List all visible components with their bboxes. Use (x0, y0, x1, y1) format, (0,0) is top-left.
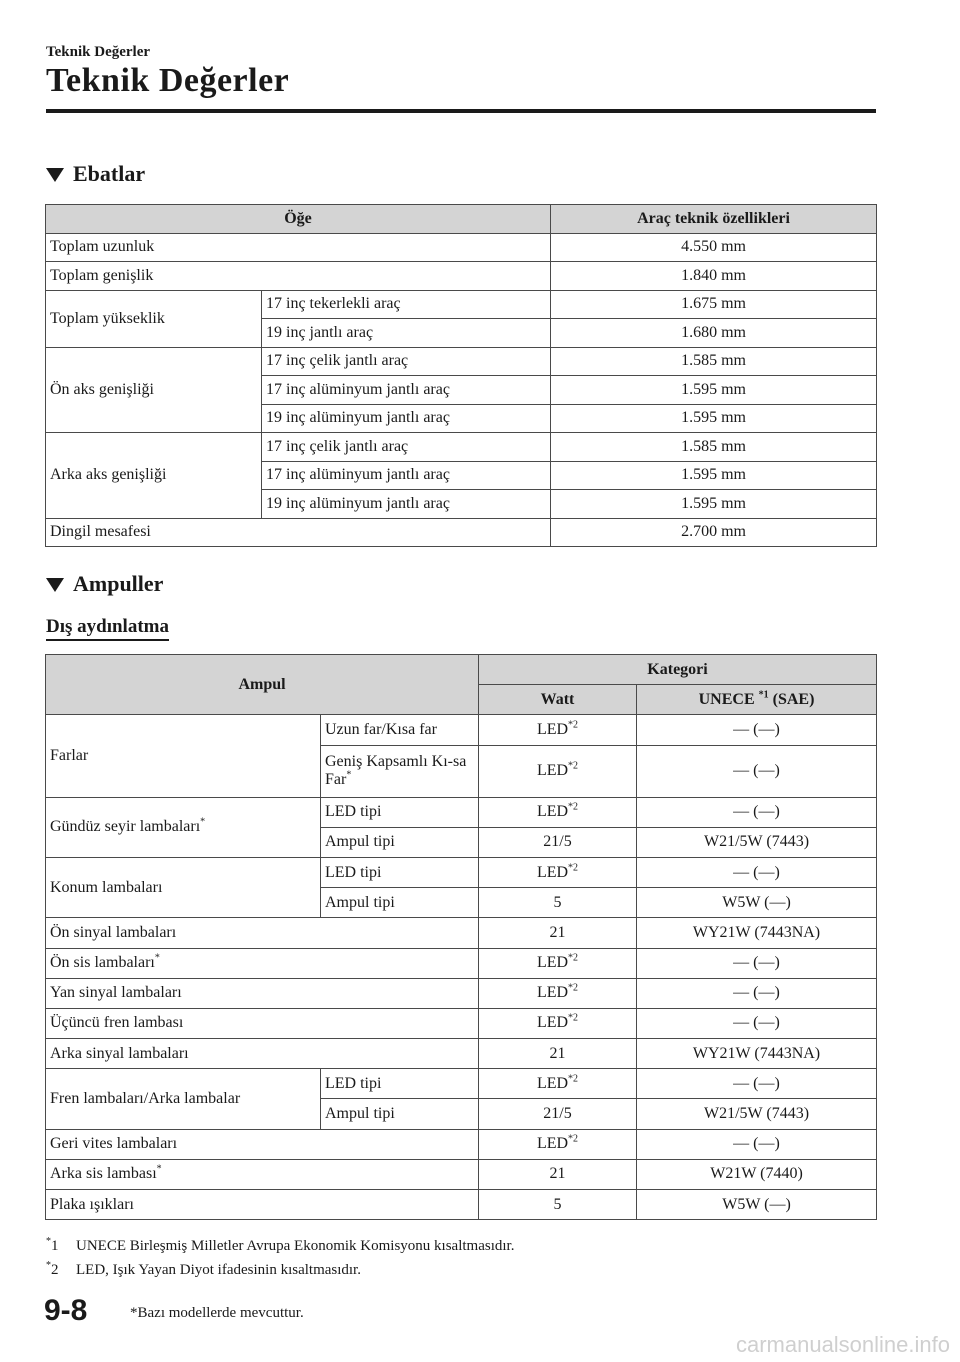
footnote-text: LED, Işık Yayan Diyot ifadesinin kısaltmasıdır. (76, 1262, 361, 1278)
table-header-row (46, 655, 877, 685)
watt-cell: 21/5 (479, 827, 637, 857)
row-value: 1.840 mm (551, 262, 877, 291)
watt-value: LED (536, 863, 569, 881)
row-sublabel: 19 inç jantlı araç (262, 319, 551, 348)
watt-value: LED (536, 762, 569, 780)
category-cell: — (—) (637, 715, 877, 745)
row-label: Plaka ışıkları (46, 1190, 479, 1220)
subheading-exterior-lighting: Dış aydınlatma (46, 616, 169, 641)
row-value: 4.550 mm (551, 233, 877, 262)
dimensions-table (45, 204, 877, 547)
category-cell: W21/5W (7443) (637, 827, 877, 857)
section-heading-ampuller (46, 571, 163, 597)
page-number: 9-8 (44, 1294, 88, 1327)
table-row (46, 1190, 877, 1220)
table-row (46, 1008, 877, 1038)
watt-value: LED (536, 984, 569, 1002)
category-cell: — (—) (637, 745, 877, 797)
watt-cell: 21 (479, 1039, 637, 1069)
row-label: Farlar (46, 715, 321, 797)
section-heading-text: Ampuller (73, 571, 164, 596)
row-value: 1.595 mm (551, 404, 877, 433)
running-head: Teknik Değerler (46, 44, 151, 60)
row-sublabel: LED tipi (321, 857, 479, 887)
sublabel-text: Geniş Kapsamlı Kı-sa Far (325, 753, 467, 789)
watt-cell (479, 1129, 637, 1159)
category-cell: — (—) (637, 1008, 877, 1038)
sae-text: (SAE) (772, 690, 815, 708)
row-label: Geri vites lambaları (46, 1129, 479, 1159)
footnote-ref: *2 (568, 801, 579, 813)
row-value: 1.595 mm (551, 376, 877, 405)
watt-cell (479, 797, 637, 827)
footnote-text: UNECE Birleşmiş Milletler Avrupa Ekonomik Komisyonu kısaltmasıdır. (76, 1238, 515, 1254)
category-cell: W21/5W (7443) (637, 1099, 877, 1129)
column-header-bulb: Ampul (46, 655, 479, 715)
watt-cell (479, 1008, 637, 1038)
availability-mark: * (156, 1164, 162, 1176)
row-sublabel: Uzun far/Kısa far (321, 715, 479, 745)
watt-value: LED (536, 720, 569, 738)
row-label: Arka sinyal lambaları (46, 1039, 479, 1069)
table-row (46, 1039, 877, 1069)
row-label: Ön sinyal lambaları (46, 918, 479, 948)
watt-cell (479, 1069, 637, 1099)
category-cell: WY21W (7443NA) (637, 1039, 877, 1069)
row-sublabel: 17 inç alüminyum jantlı araç (262, 461, 551, 490)
row-value: 1.595 mm (551, 490, 877, 519)
row-sublabel: 19 inç alüminyum jantlı araç (262, 490, 551, 519)
table-row (46, 978, 877, 1008)
section-heading-text: Ebatlar (73, 161, 146, 186)
table-row (46, 948, 877, 978)
watt-cell (479, 857, 637, 887)
footnote-number: 2 (51, 1262, 59, 1278)
row-value: 1.585 mm (551, 347, 877, 376)
label-text: Gündüz seyir lambaları (50, 818, 201, 836)
footnote-ref: *2 (568, 719, 579, 731)
page-title: Teknik Değerler (46, 62, 290, 99)
table-row (46, 715, 877, 745)
table-row (46, 857, 877, 887)
row-sublabel: Ampul tipi (321, 827, 479, 857)
table-row (46, 347, 877, 376)
row-label: Fren lambaları/Arka lambalar (46, 1069, 321, 1129)
row-sublabel (321, 745, 479, 797)
footnote-star: * (46, 1260, 51, 1271)
bulbs-table (45, 654, 877, 1220)
watt-cell: 5 (479, 1190, 637, 1220)
row-sublabel: Ampul tipi (321, 1099, 479, 1129)
watt-value: LED (536, 1074, 569, 1092)
footnote-ref: *2 (568, 1013, 579, 1025)
unece-text: UNECE (698, 690, 755, 708)
category-cell: — (—) (637, 857, 877, 887)
availability-mark: * (200, 816, 206, 828)
row-sublabel: 17 inç tekerlekli araç (262, 290, 551, 319)
table-row (46, 262, 877, 291)
category-cell: — (—) (637, 797, 877, 827)
watt-cell (479, 715, 637, 745)
table-row (46, 1069, 877, 1099)
table-header-row (46, 205, 877, 234)
watt-cell: 21 (479, 1159, 637, 1189)
column-header-unece (637, 685, 877, 715)
section-heading-ebatlar (46, 161, 145, 187)
table-row (46, 290, 877, 319)
watermark-text: carmanualsonline.info (735, 1332, 950, 1357)
row-value: 1.595 mm (551, 461, 877, 490)
table-row (46, 233, 877, 262)
row-label (46, 1159, 479, 1189)
footnote-mark (46, 1262, 76, 1279)
category-cell: — (—) (637, 948, 877, 978)
label-text: Arka sis lambası (50, 1165, 157, 1183)
row-label: Arka aks genişliği (46, 433, 262, 519)
footnote-ref: *2 (568, 862, 579, 874)
watt-cell: 21/5 (479, 1099, 637, 1129)
watt-cell: 5 (479, 888, 637, 918)
triangle-bullet-icon (46, 168, 64, 182)
availability-mark: * (154, 952, 160, 964)
row-value: 1.680 mm (551, 319, 877, 348)
watt-value: LED (536, 1135, 569, 1153)
row-sublabel: 17 inç çelik jantlı araç (262, 433, 551, 462)
watt-value: LED (536, 954, 569, 972)
row-label: Yan sinyal lambaları (46, 978, 479, 1008)
footnote-ref: *2 (568, 952, 579, 964)
footnote-number: 1 (51, 1238, 59, 1254)
footnote-ref: *2 (568, 760, 579, 772)
row-label: Toplam yükseklik (46, 290, 262, 347)
table-row (46, 1159, 877, 1189)
table-row (46, 1129, 877, 1159)
title-rule (46, 109, 876, 113)
category-cell: W21W (7440) (637, 1159, 877, 1189)
category-cell: — (—) (637, 978, 877, 1008)
table-row (46, 433, 877, 462)
row-sublabel: LED tipi (321, 1069, 479, 1099)
category-cell: WY21W (7443NA) (637, 918, 877, 948)
availability-mark: * (346, 769, 352, 781)
footnote-ref: *2 (568, 1073, 579, 1085)
footnote-2 (46, 1262, 361, 1279)
watt-cell (479, 978, 637, 1008)
row-value: 1.675 mm (551, 290, 877, 319)
column-header-category: Kategori (479, 655, 877, 685)
triangle-bullet-icon (46, 578, 64, 592)
category-cell: — (—) (637, 1069, 877, 1099)
column-header-watt: Watt (479, 685, 637, 715)
category-cell: — (—) (637, 1129, 877, 1159)
footnote-1 (46, 1238, 514, 1255)
footnote-mark (46, 1238, 76, 1255)
availability-note: *Bazı modellerde mevcuttur. (130, 1305, 304, 1321)
table-row (46, 797, 877, 827)
label-text: Ön sis lambaları (50, 954, 155, 972)
watt-cell: 21 (479, 918, 637, 948)
footnote-ref: *2 (568, 1133, 579, 1145)
row-label: Toplam genişlik (46, 262, 551, 291)
table-row (46, 518, 877, 547)
table-row (46, 918, 877, 948)
watt-cell (479, 948, 637, 978)
category-cell: W5W (—) (637, 1190, 877, 1220)
row-label: Toplam uzunluk (46, 233, 551, 262)
category-cell: W5W (—) (637, 888, 877, 918)
row-sublabel: 19 inç alüminyum jantlı araç (262, 404, 551, 433)
watt-value: LED (536, 1014, 569, 1032)
row-value: 1.585 mm (551, 433, 877, 462)
footnote-star: * (46, 1236, 51, 1247)
column-header-item: Öğe (46, 205, 551, 234)
row-label (46, 948, 479, 978)
row-label: Konum lambaları (46, 857, 321, 917)
watt-value: LED (536, 803, 569, 821)
row-sublabel: Ampul tipi (321, 888, 479, 918)
footnote-ref: *2 (568, 982, 579, 994)
row-sublabel: 17 inç alüminyum jantlı araç (262, 376, 551, 405)
row-sublabel: 17 inç çelik jantlı araç (262, 347, 551, 376)
row-label: Ön aks genişliği (46, 347, 262, 433)
watt-cell (479, 745, 637, 797)
row-label (46, 797, 321, 857)
column-header-spec: Araç teknik özellikleri (551, 205, 877, 234)
row-sublabel: LED tipi (321, 797, 479, 827)
row-label: Üçüncü fren lambası (46, 1008, 479, 1038)
row-value: 2.700 mm (551, 518, 877, 547)
footnote-ref: *1 (758, 689, 769, 701)
row-label: Dingil mesafesi (46, 518, 551, 547)
